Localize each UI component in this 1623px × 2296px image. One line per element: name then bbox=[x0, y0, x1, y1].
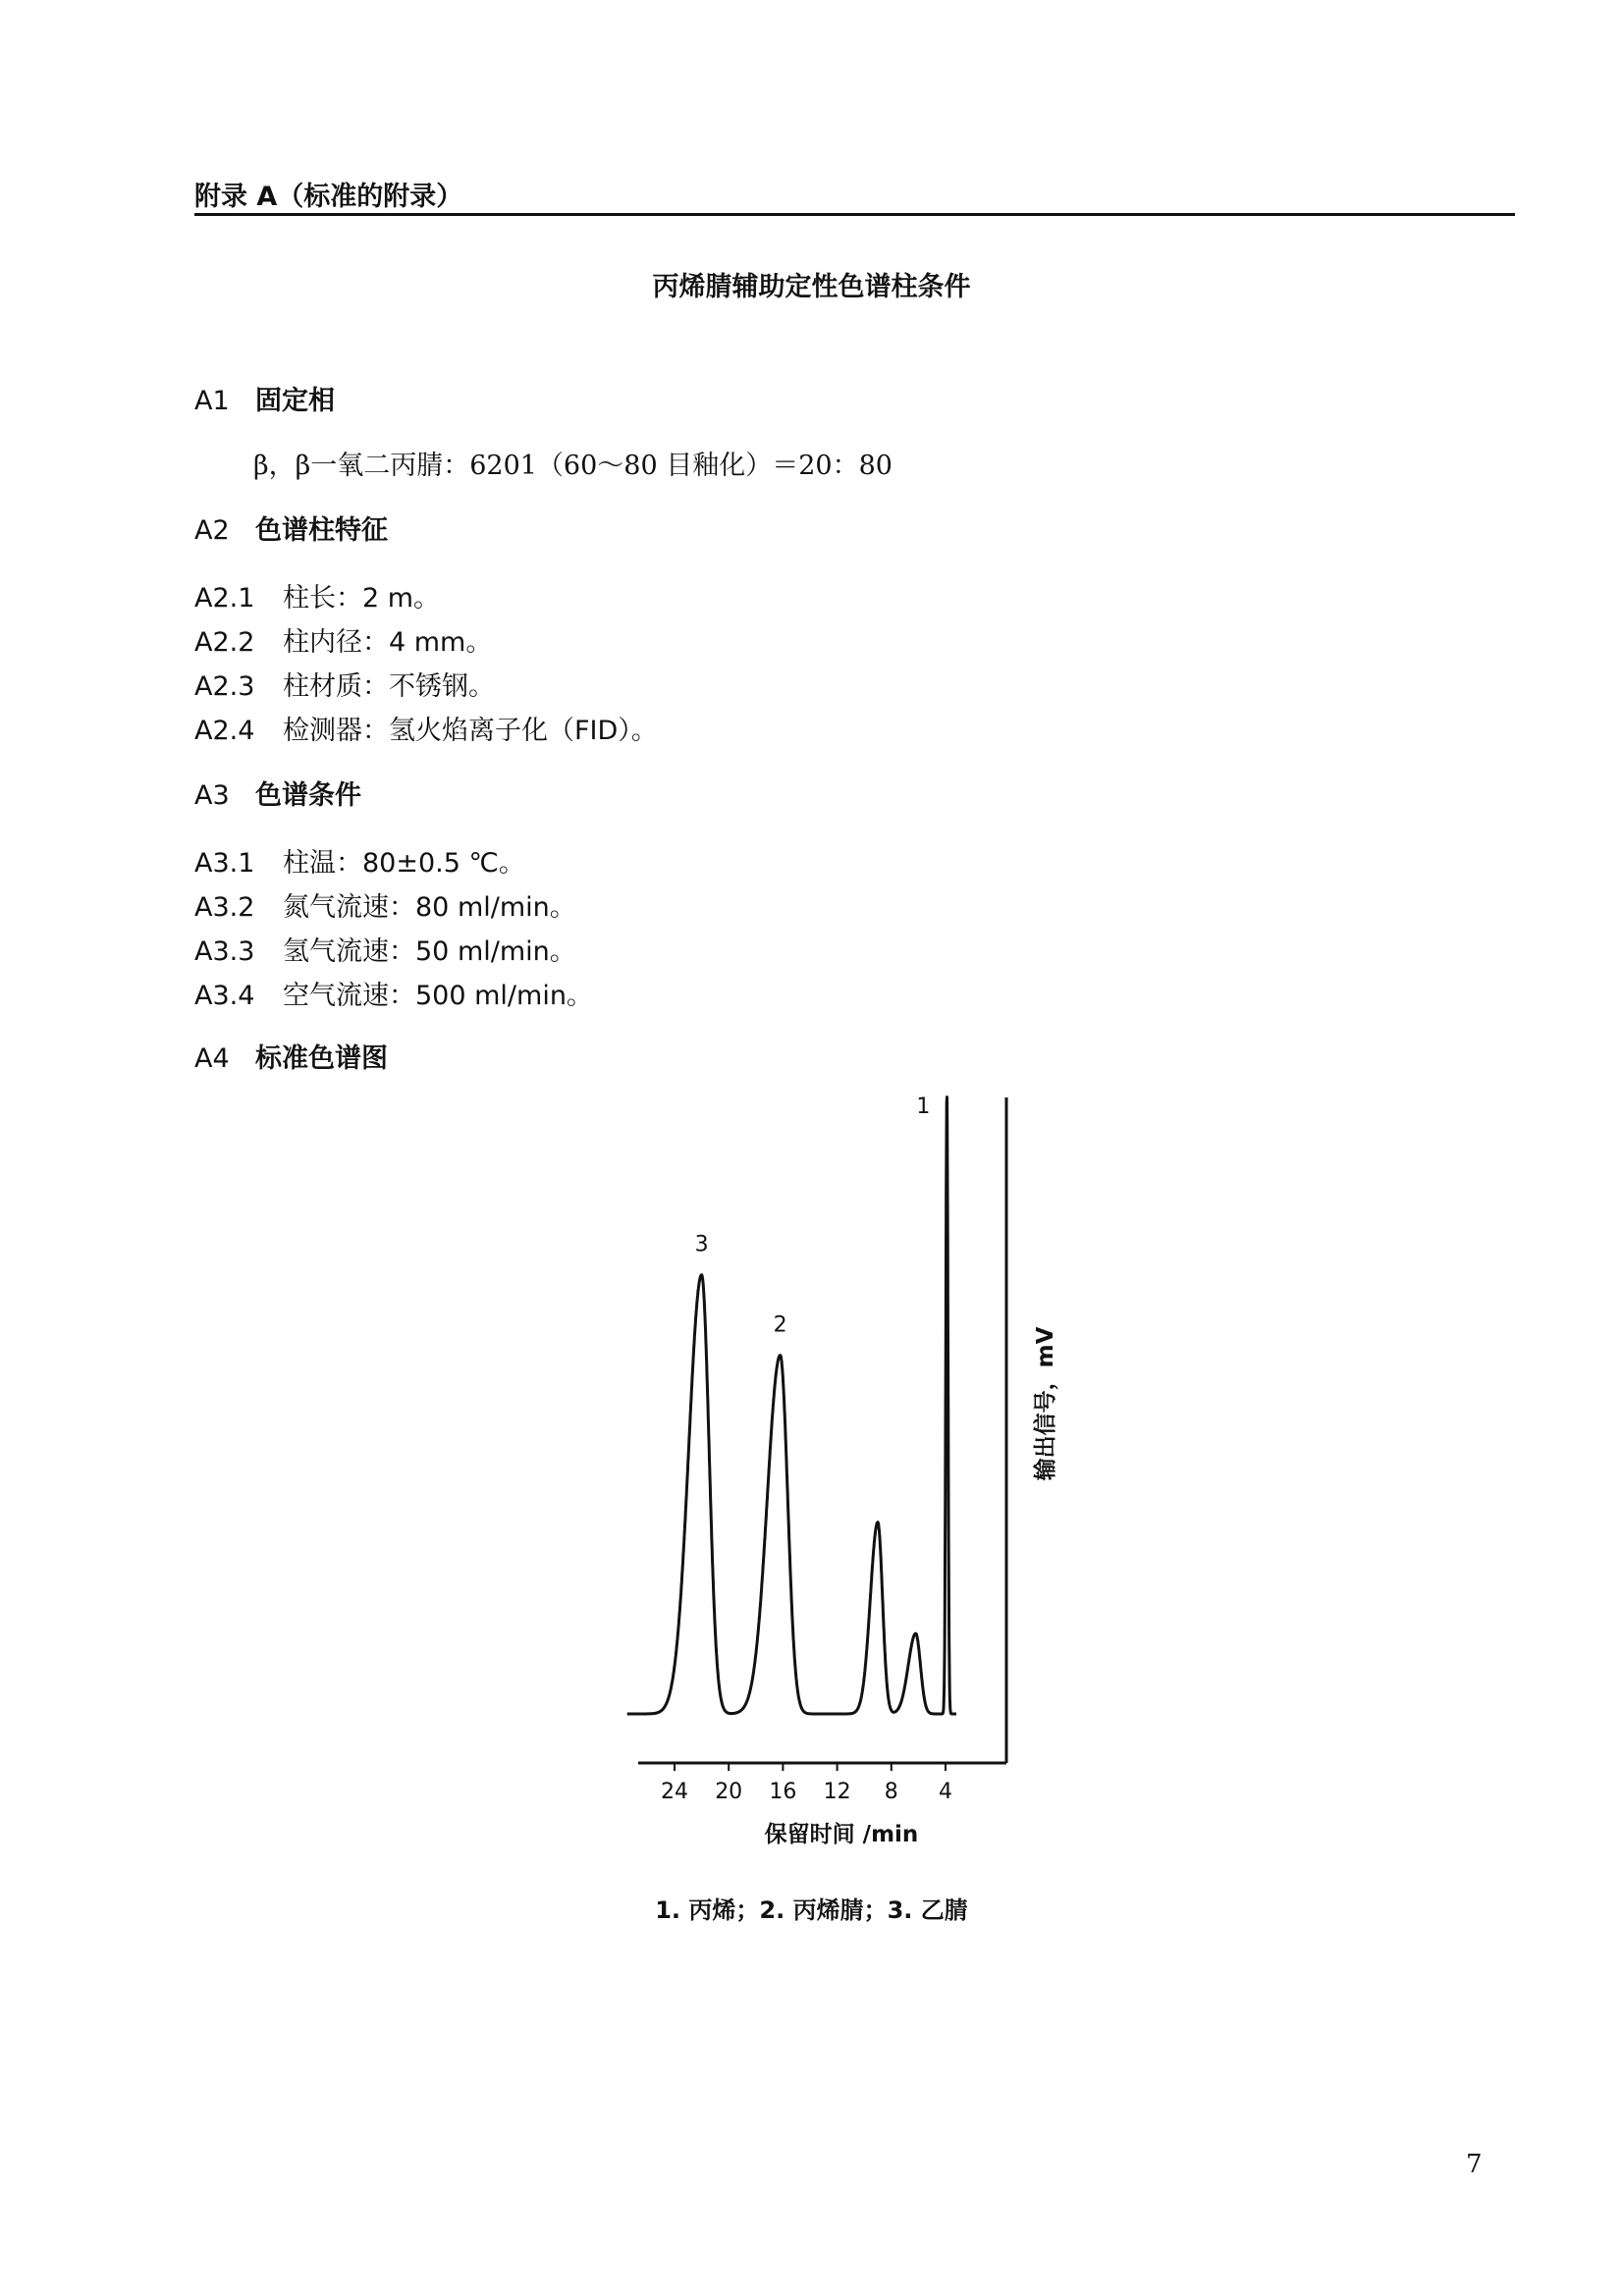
section-number: A3 bbox=[194, 780, 230, 811]
item-number: A2.3 bbox=[194, 671, 255, 702]
peak-label: 3 bbox=[694, 1232, 709, 1257]
page-number: 7 bbox=[1466, 2150, 1483, 2179]
x-tick-label: 12 bbox=[823, 1780, 851, 1804]
item-number: A3.2 bbox=[194, 892, 255, 923]
section-number: A1 bbox=[194, 386, 230, 416]
item-number: A2.4 bbox=[194, 716, 255, 746]
chart-caption: 1. 丙烯；2. 丙烯腈；3. 乙腈 bbox=[655, 1896, 968, 1924]
section-title: 色谱条件 bbox=[255, 780, 361, 811]
x-tick-label: 20 bbox=[715, 1780, 743, 1804]
x-tick-label: 24 bbox=[661, 1780, 688, 1804]
item-number: A3.1 bbox=[194, 848, 255, 879]
document-title: 丙烯腈辅助定性色谱柱条件 bbox=[652, 272, 971, 302]
item-text: 柱内径：4 mm。 bbox=[283, 627, 493, 658]
item-text: 柱材质：不锈钢。 bbox=[283, 671, 495, 702]
section-number: A2 bbox=[194, 515, 230, 546]
item-text: 柱长：2 m。 bbox=[283, 583, 441, 614]
section-title: 色谱柱特征 bbox=[255, 515, 388, 546]
item-text: 空气流速：500 ml/min。 bbox=[283, 981, 593, 1011]
item-number: A3.3 bbox=[194, 936, 255, 967]
section-number: A4 bbox=[194, 1043, 230, 1074]
item-number: A3.4 bbox=[194, 981, 255, 1011]
item-text: 氮气流速：80 ml/min。 bbox=[283, 892, 576, 923]
appendix-header: 附录 A（标准的附录） bbox=[194, 182, 463, 212]
item-number: A2.2 bbox=[194, 627, 255, 658]
x-axis-label: 保留时间 /min bbox=[764, 1822, 919, 1847]
item-number: A2.1 bbox=[194, 583, 255, 614]
section-title: 固定相 bbox=[255, 386, 335, 416]
item-text: 氢气流速：50 ml/min。 bbox=[283, 936, 576, 967]
item-text: 柱温：80±0.5 ℃。 bbox=[283, 848, 525, 879]
x-tick-label: 4 bbox=[939, 1780, 952, 1804]
section-title: 标准色谱图 bbox=[255, 1043, 388, 1074]
peak-label: 2 bbox=[773, 1312, 787, 1338]
item-text: 检测器：氢火焰离子化（FID）。 bbox=[283, 716, 658, 746]
stationary-phase-formula: β，β一氧二丙腈：6201（60～80 目釉化）＝20：80 bbox=[253, 451, 893, 481]
chromatogram-trace bbox=[627, 1097, 956, 1714]
peak-label: 1 bbox=[916, 1095, 931, 1119]
y-axis-label: 输出信号，mV bbox=[1033, 1326, 1058, 1481]
x-tick-label: 16 bbox=[769, 1780, 797, 1804]
x-tick-label: 8 bbox=[884, 1780, 898, 1804]
